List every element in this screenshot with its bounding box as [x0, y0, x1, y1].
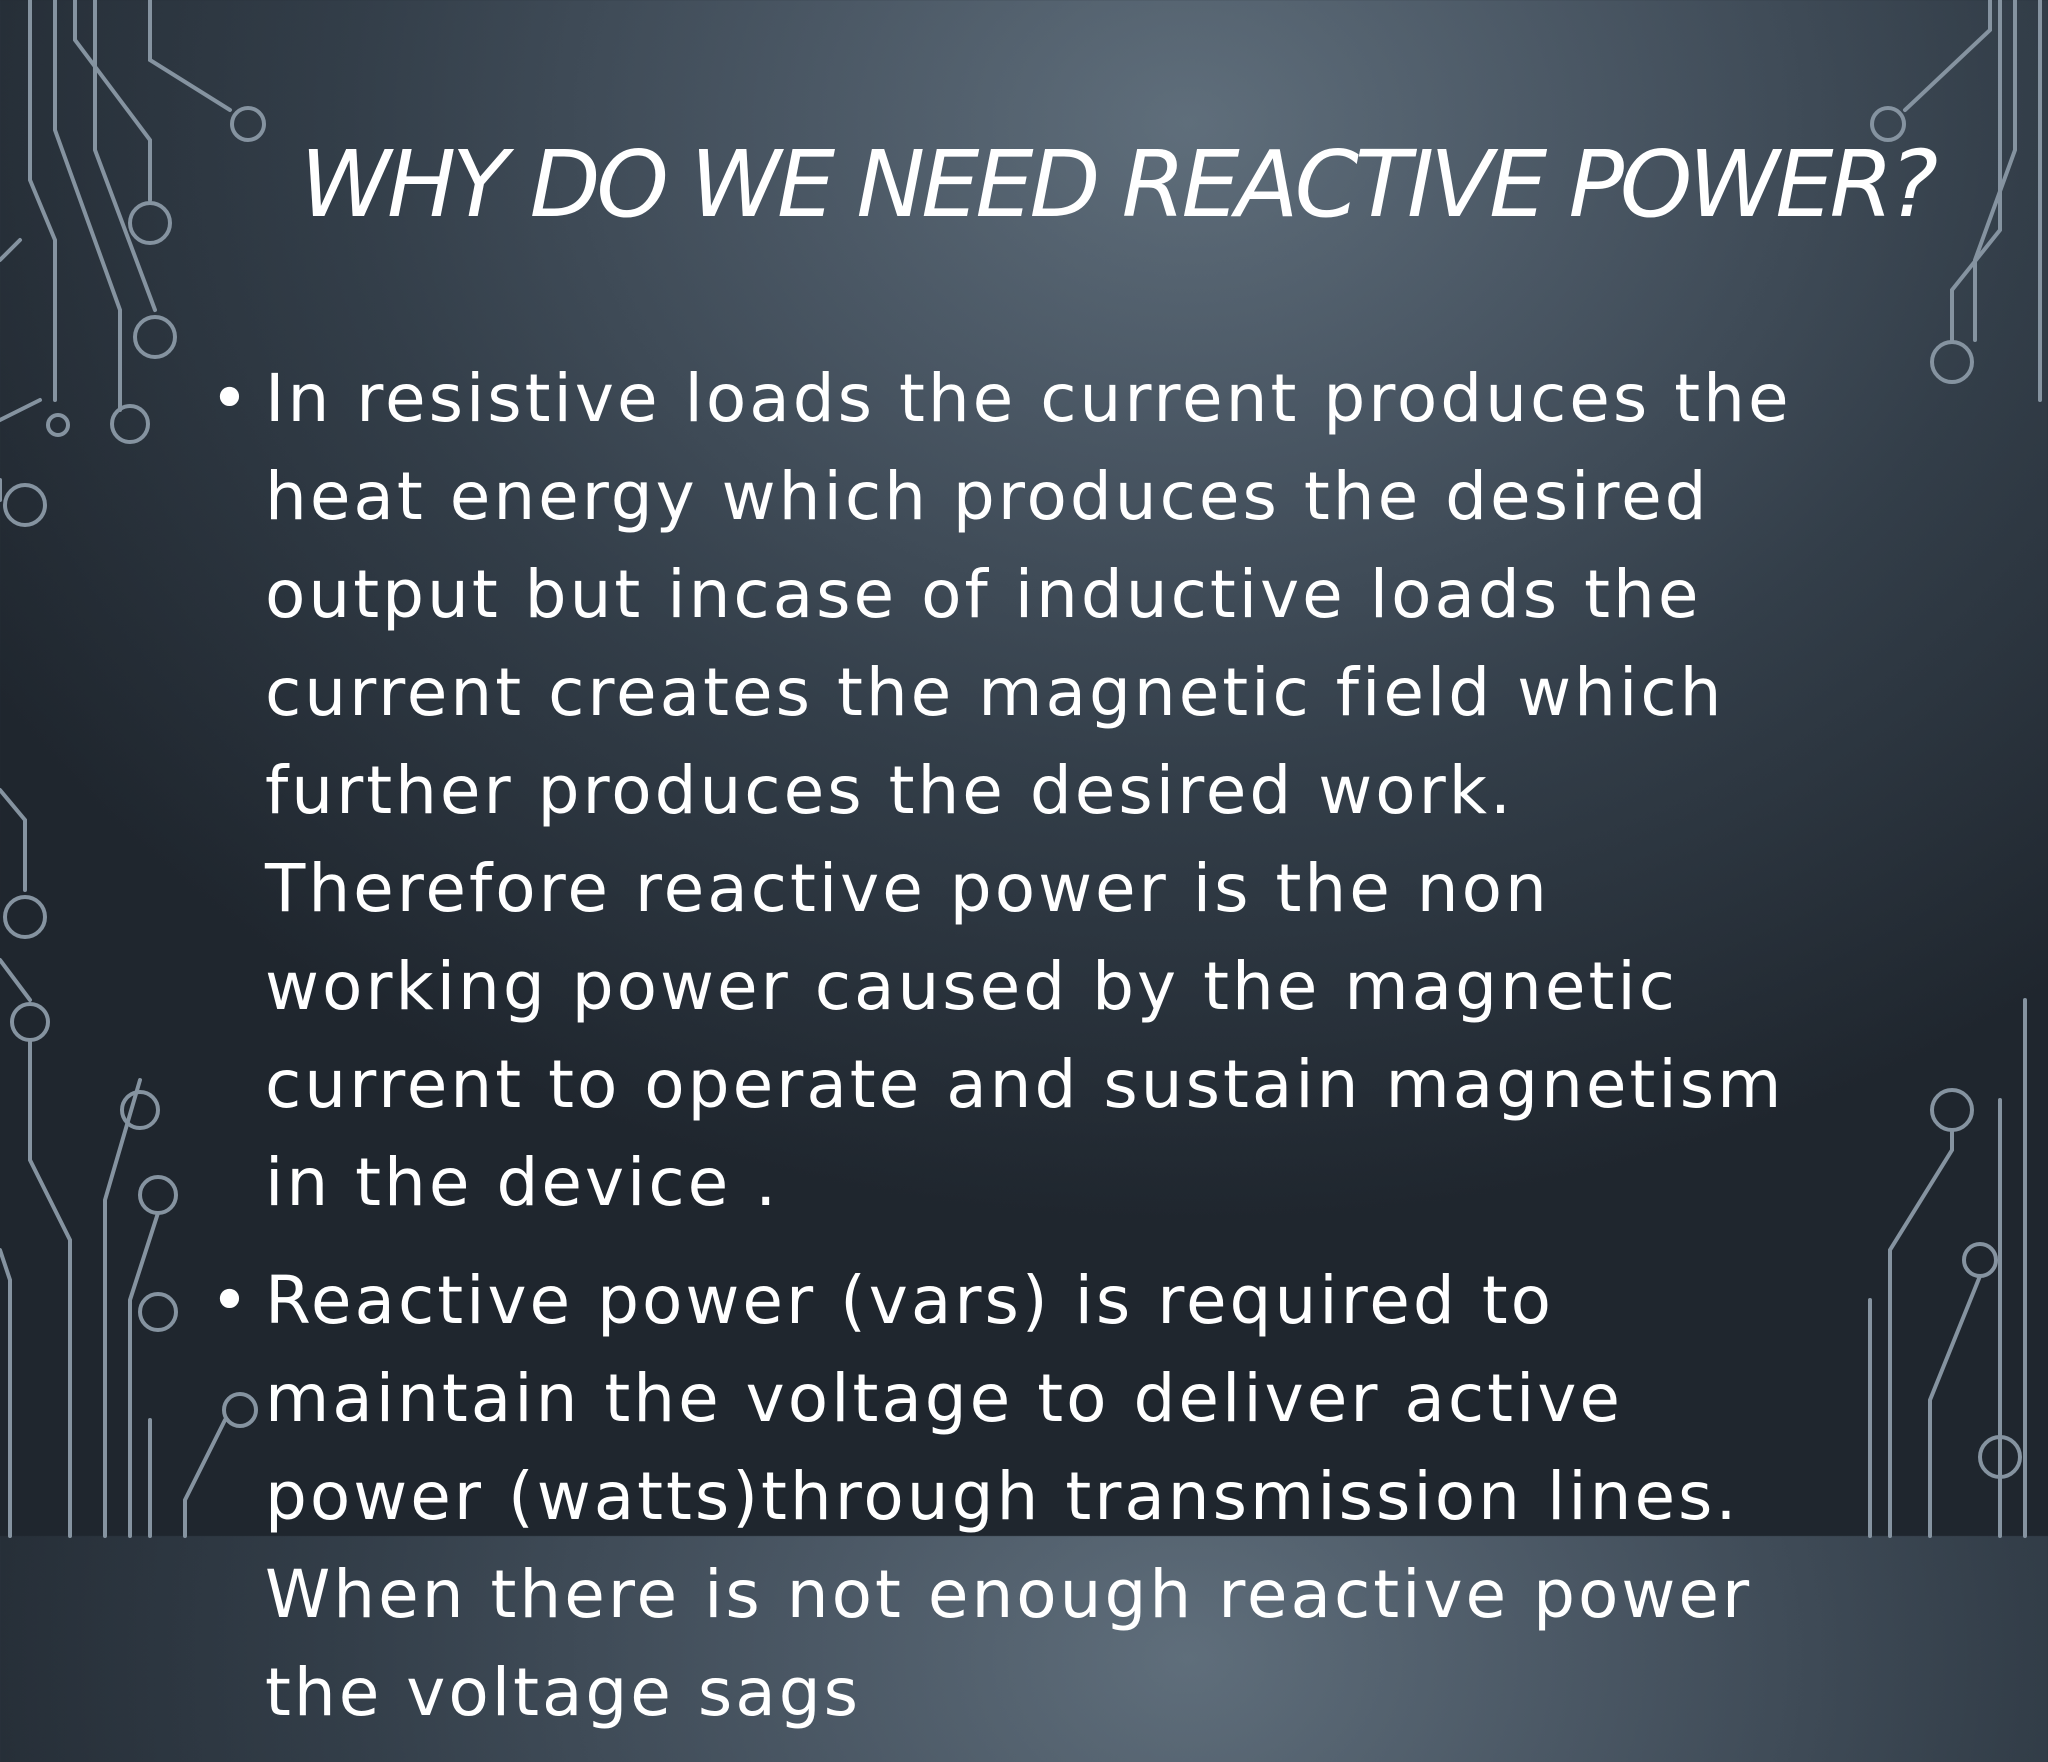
bullet-item-reactive-power-vars — [210, 1252, 1850, 1742]
circuit-right-bottom — [1870, 1000, 2025, 1536]
bullet-list — [210, 350, 1850, 1762]
bullet-text: Reactive power (vars) is required to maintain the voltage to deliver active power (watts)through transmission lines. When there is not enough reactive power the voltage sags — [265, 1262, 1753, 1731]
bullet-text: In resistive loads the current produces the heat energy which produces the desired output but incase of inductive loads the current creates the magnetic field which further produces the desired work. Therefore reactive power is the non working power caused by the magnetic current to operate and sustain magnetism in the device . — [265, 360, 1792, 1221]
bullet-marker: • — [210, 360, 252, 437]
bullet-item-resistive-loads — [210, 350, 1850, 1232]
slide-title: WHY DO WE NEED REACTIVE POWER? — [300, 131, 1935, 238]
bullet-marker: • — [210, 1262, 252, 1339]
